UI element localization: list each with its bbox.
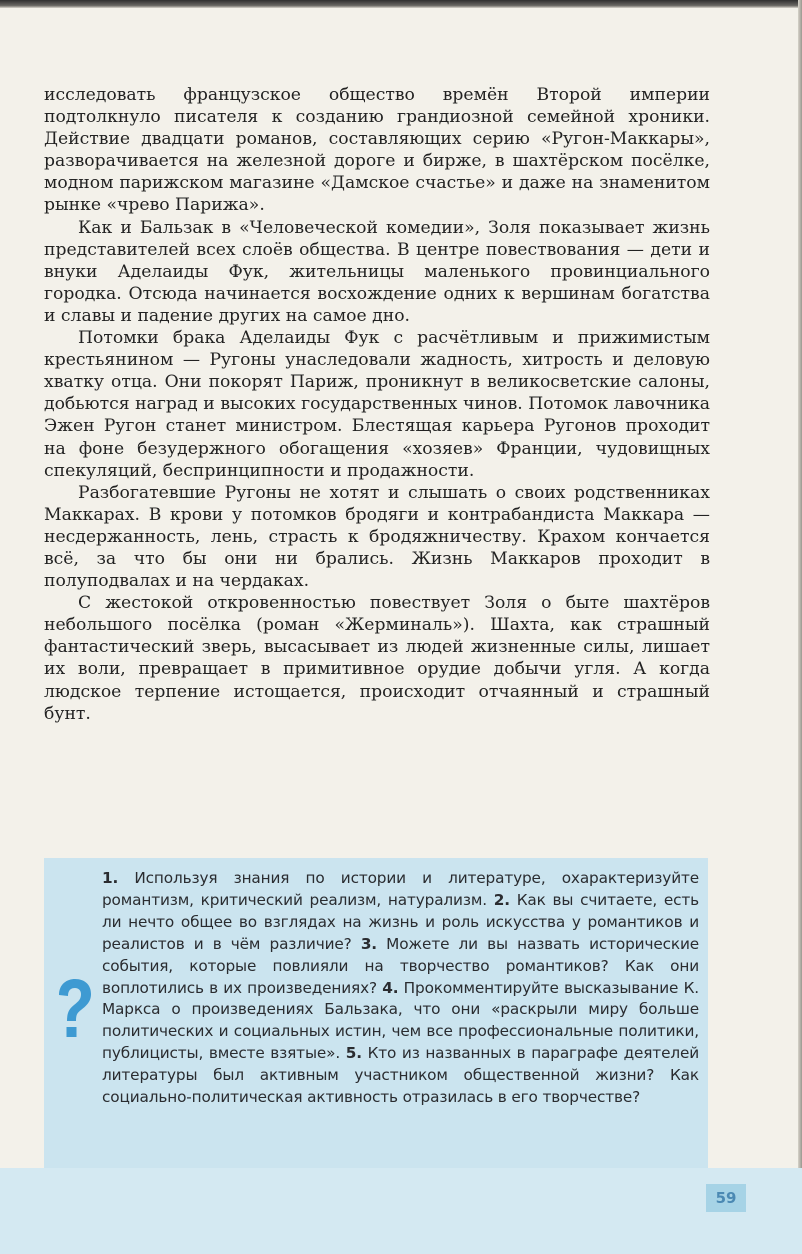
- question-number: 3.: [360, 934, 377, 953]
- question-number: 1.: [102, 869, 119, 887]
- paragraph: Как и Бальзак в «Человеческой комедии», Золя показывает жизнь представителей всех слоёв общества. В центре повествования — дети и внуки Аделаиды Фук, жительницы маленького провинциального городка. Отсюда начинается восхождение одних к вершинам богатства и славы и падение других на самое дно.: [44, 217, 710, 326]
- question-text: Можете ли вы назвать исторические события, которые повлияли на творчество романтиков? Как они воплотились в их произведениях?: [102, 934, 700, 997]
- paragraph: Потомки брака Аделаиды Фук с расчётливым и прижимистым крестьянином — Ругоны унаследовали жадность, хитрость и деловую хватку отца. Они покорят Париж, проникнут в великосветские салоны, добьются наград и высоких государственных чинов. Потомок лавочника Эжен Ругон станет министром. Блестящая карьера Ругонов проходит на фоне безудержного обогащения «хозяев» Франции, чудовищных спекуляций, беспринципности и продажности.: [44, 328, 710, 481]
- question-number: 5.: [345, 1044, 362, 1063]
- page-footer-band: [0, 1168, 802, 1254]
- review-questions-box: [44, 858, 708, 1168]
- question-number: 4.: [382, 978, 399, 997]
- questions-list: [102, 868, 699, 1109]
- page-right-edge: [798, 0, 802, 1254]
- question-mark-icon: [54, 978, 94, 1044]
- paragraph: исследовать французское общество времён Второй империи подтолкнуло писателя к созданию грандиозной семейной хроники. Действие двадцати романов, составляющих серию «Ругон-Маккары», разворачивается на железной дороге и бирже, в шахтёрском посёлке, модном парижском магазине «Дамское счастье» и даже на знаменитом рынке «чрево Парижа».: [44, 85, 710, 216]
- question-text: Прокомментируйте высказывание К. Маркса о произведениях Бальзака, что они «раскрыли миру больше политических и социальных истин, чем все профессиональные политики, публицисты, вместе взятые».: [102, 978, 699, 1063]
- question-number: 2.: [493, 890, 510, 909]
- paragraph: С жестокой откровенностью повествует Золя о быте шахтёров небольшого посёлка (роман «Жерминаль»). Шахта, как страшный фантастический зверь, высасывает из людей жизненные силы, лишает их воли, превращает в примитивное орудие добычи угля. А когда людское терпение истощается, происходит отчаянный и страшный бунт.: [44, 593, 710, 724]
- question-text: Используя знания по истории и литературе, охарактеризуйте романтизм, критический реализм, натурализм.: [102, 869, 700, 909]
- main-text: [44, 84, 710, 725]
- question-text: Кто из названных в параграфе деятелей литературы был активным участником общественной жизни? Как социально-политическая активность отразилась в его творчестве?: [102, 1044, 700, 1107]
- page-top-edge: [0, 0, 802, 8]
- question-text: Как вы считаете, есть ли нечто общее во взглядах на жизнь и роль искусства у романтиков и реалистов и в чём различие?: [102, 890, 700, 953]
- page-number: 59: [706, 1184, 746, 1212]
- paragraph: Разбогатевшие Ругоны не хотят и слышать о своих родственниках Маккарах. В крови у потомков бродяги и контрабандиста Маккара — несдержанность, лень, страсть к бродяжничеству. Крахом кончается всё, за что бы они ни брались. Жизнь Маккаров проходит в полуподвалах и на чердаках.: [44, 482, 710, 592]
